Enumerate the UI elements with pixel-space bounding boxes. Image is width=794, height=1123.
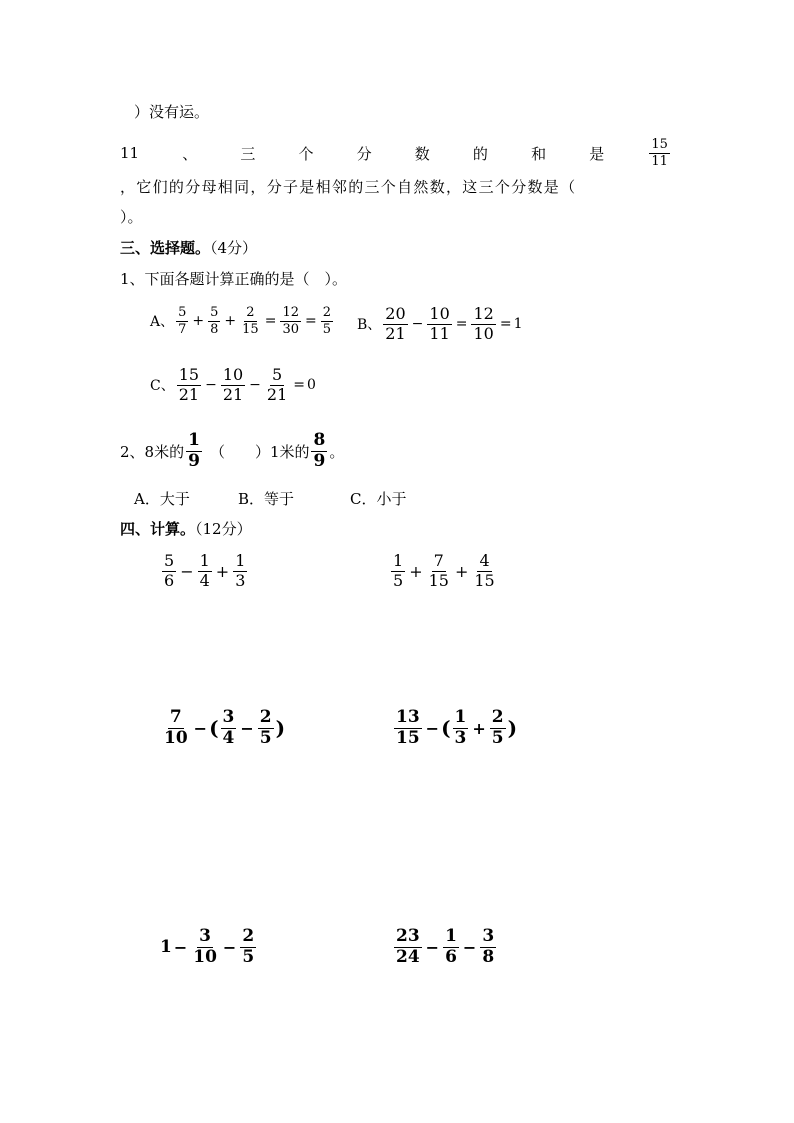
text-line-4: ）。: [120, 208, 143, 226]
fraction: $\frac{13}{15}$: [396, 707, 420, 748]
fraction: $\frac{5}{6}$: [164, 551, 175, 590]
calc-expression-3: $\frac{7}{10}$ − ( $\frac{3}{4}$ − $\frac{2}{5}$ ): [164, 707, 286, 748]
word: 分: [356, 144, 372, 163]
question-1: 1、下面各题计算正确的是（ ）。: [120, 270, 348, 288]
fraction: $\frac{1}{3}$: [235, 551, 246, 590]
section-title: 四、计算。: [120, 520, 196, 538]
fraction: $\frac{12}{30}$: [282, 305, 299, 337]
calc-expression-4: $\frac{13}{15}$ − ( $\frac{1}{3}$ + $\frac{2}{5}$ ): [396, 707, 518, 748]
word: 11: [120, 144, 140, 163]
fraction: $\frac{7}{10}$: [164, 707, 188, 748]
fraction: $\frac{3}{8}$: [482, 926, 495, 967]
fraction: $\frac{2}{5}$: [242, 926, 255, 967]
fraction: $\frac{10}{21}$: [222, 365, 244, 404]
option-label: A、: [150, 314, 175, 331]
fraction: $\frac{1}{9}$: [188, 430, 200, 471]
result: 0: [307, 377, 316, 394]
fraction: $\frac{15}{21}$: [178, 365, 200, 404]
q2-option-c: C．小于: [350, 490, 407, 508]
option-b: B、 $\frac{20}{21}$ − $\frac{10}{11}$ = $\frac{12}{10}$ = 1: [357, 304, 523, 343]
fraction: $\frac{15}{11}$: [651, 137, 668, 169]
word: 的: [472, 144, 488, 163]
fraction: $\frac{5}{8}$: [210, 305, 219, 337]
fraction: $\frac{3}{4}$: [222, 707, 235, 748]
calc-expression-2: $\frac{1}{5}$ + $\frac{7}{15}$ + $\frac{4}{15}$: [393, 551, 495, 590]
option-label: B、: [357, 317, 382, 334]
word: 个: [298, 144, 314, 163]
fraction: $\frac{1}{4}$: [199, 551, 210, 590]
fraction: $\frac{23}{24}$: [396, 926, 420, 967]
fraction: $\frac{4}{15}$: [474, 551, 495, 590]
fraction: $\frac{8}{9}$: [313, 430, 326, 471]
fraction: $\frac{10}{11}$: [429, 304, 450, 343]
fraction: $\frac{1}{6}$: [445, 926, 457, 967]
word: 和: [531, 144, 547, 163]
fraction: $\frac{5}{21}$: [266, 365, 288, 404]
word: 数: [414, 144, 430, 163]
fraction: $\frac{7}{15}$: [428, 551, 449, 590]
option-c: C、 $\frac{15}{21}$ − $\frac{10}{21}$ − $\frac{5}{21}$ = 0: [150, 365, 316, 404]
fraction: $\frac{5}{7}$: [178, 305, 187, 337]
q2-option-b: B．等于: [238, 490, 295, 508]
question-2: 2、8米的 $\frac{1}{9}$ （ ）1米的 $\frac{8}{9}$ 。: [120, 430, 345, 471]
fraction: $\frac{1}{3}$: [454, 707, 467, 748]
section-score: （4分）: [210, 239, 258, 257]
section-score: （12分）: [195, 520, 252, 538]
text-line-1: ）没有运。: [134, 103, 210, 121]
result: 1: [513, 316, 523, 333]
fraction: $\frac{2}{15}$: [242, 305, 259, 337]
section-3-heading: [120, 237, 257, 258]
option-label: C、: [150, 378, 175, 395]
word: 三: [240, 144, 256, 163]
fraction: $\frac{1}{5}$: [393, 551, 404, 590]
section-4-heading: [120, 518, 252, 539]
text-line-3: ，它们的分母相同，分子是相邻的三个自然数，这三个分数是（: [120, 178, 577, 196]
fraction: $\frac{2}{5}$: [322, 305, 331, 337]
text-line-2: [120, 138, 672, 168]
option-a: A、 $\frac{5}{7}$ + $\frac{5}{8}$ + $\frac{2}{15}$ = $\frac{12}{30}$ = $\frac{2}{5}$: [150, 305, 331, 337]
word: 是: [589, 144, 605, 163]
fraction: $\frac{2}{5}$: [491, 707, 504, 748]
section-title: 三、选择题。: [120, 239, 211, 257]
calc-expression-5: 1 − $\frac{3}{10}$ − $\frac{2}{5}$: [160, 926, 255, 967]
calc-expression-6: $\frac{23}{24}$ − $\frac{1}{6}$ − $\frac{3}{8}$: [396, 926, 495, 967]
calc-expression-1: $\frac{5}{6}$ − $\frac{1}{4}$ + $\frac{1}{3}$: [164, 551, 246, 590]
fraction: $\frac{2}{5}$: [259, 707, 272, 748]
fraction: $\frac{20}{21}$: [385, 304, 406, 343]
fraction: $\frac{12}{10}$: [473, 304, 494, 343]
fraction: $\frac{3}{10}$: [193, 926, 217, 967]
q2-option-a: A．大于: [134, 490, 190, 508]
word: 、: [182, 144, 198, 163]
